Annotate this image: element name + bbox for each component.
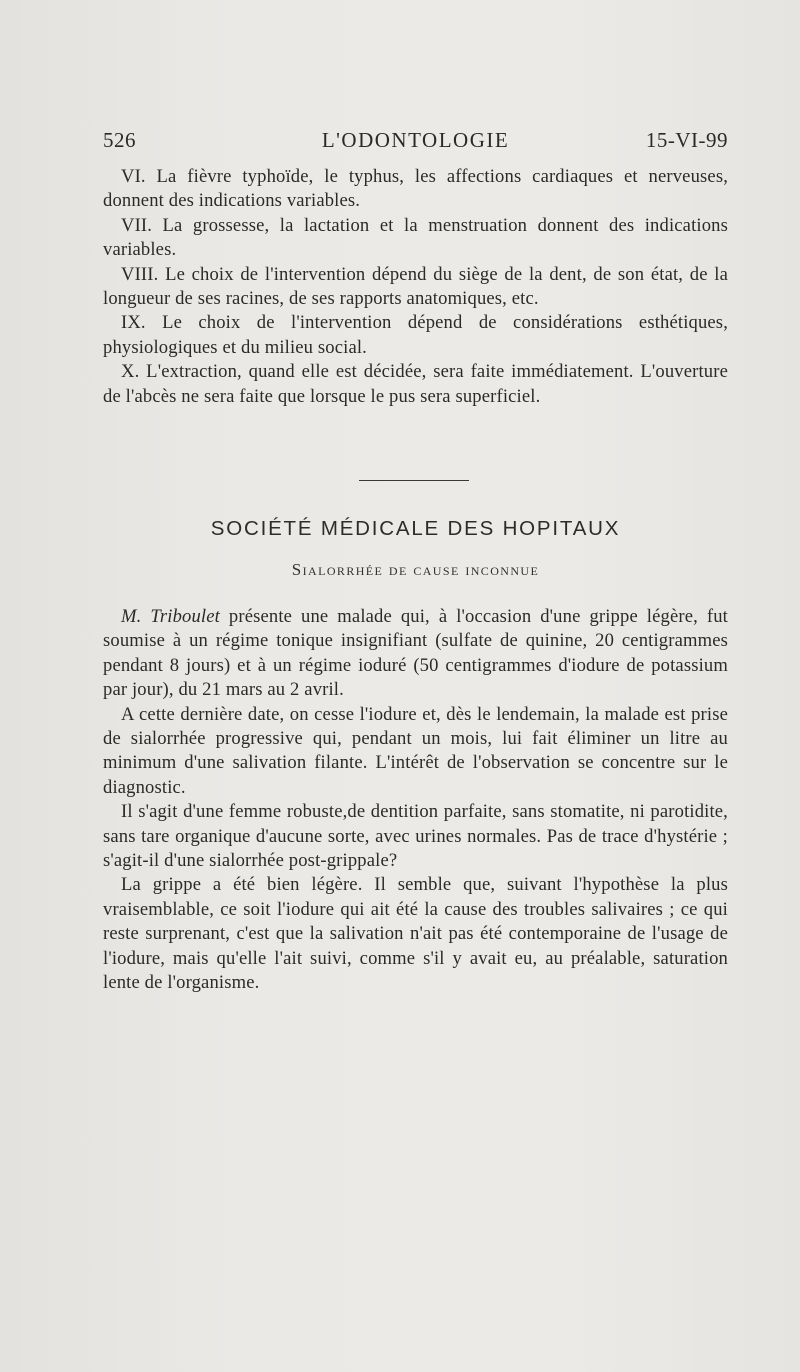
article-paragraph [103,605,728,703]
issue-date: 15-VI-99 [645,128,728,152]
conclusion-paragraph: VII. La grossesse, la lactation et la menstruation donnent des indications variables. [103,214,728,261]
speaker-name: M. Triboulet [121,606,220,627]
journal-title: L'ODONTOLOGIE [321,128,510,152]
article-body [103,605,728,996]
conclusion-paragraph: VI. La fièvre typhoïde, le typhus, les affections cardiaques et nerveuses, donnent des indications variables. [103,166,728,212]
paragraph-text: présente une malade qui, à l'occasion d'une grippe légère, fut soumise à un régime tonique insignifiant (sulfate de quinine, 20 centigrammes pendant 8 jours) et à un régime ioduré (50 centigrammes d'iodure de potassium par jour), du 21 mars au 2 avril. [103,606,728,701]
conclusion-paragraph: IX. Le choix de l'intervention dépend de considérations esthétiques, physiologiques et du milieu social. [103,312,728,358]
conclusion-paragraph: VIII. Le choix de l'intervention dépend du siège de la dent, de son état, de la longueur de ses racines, de ses rapports anatomiques, etc. [103,263,728,310]
article-paragraph: La grippe a été bien légère. Il semble que, suivant l'hypothèse la plus vraisemblable, ce soit l'iodure qui ait été la cause des troubles salivaires ; ce qui reste surprenant, c'est que la salivation n'ait pas été contemporaine de l'usage de l'iodure, mais qu'elle l'ait suivi, comme s'il y avait eu, au préalable, saturation lente de l'organisme. [103,874,728,994]
section-divider [359,480,469,481]
conclusion-paragraph: X. L'extraction, quand elle est décidée, sera faite immédiatement. L'ouverture de l'abcès ne sera faite que lorsque le pus sera superficiel. [103,361,728,407]
conclusions-list [103,165,728,409]
running-header [103,124,728,158]
section-subtitle: Sialorrhée de cause inconnue [291,560,540,579]
section-title: SOCIÉTÉ MÉDICALE DES HOPITAUX [210,517,621,540]
article-paragraph: A cette dernière date, on cesse l'iodure et, dès le lendemain, la malade est prise de sialorrhée progressive qui, pendant un mois, lui fait éliminer un litre au minimum d'une salivation filante. L'intérêt de l'observation se concentre sur le diagnostic. [103,703,728,798]
article-paragraph: Il s'agit d'une femme robuste,de dentition parfaite, sans stomatite, ni parotidite, sans tare organique d'aucune sorte, avec urines normales. Pas de trace d'hystérie ; s'agit-il d'une sialorrhée post-grippale? [103,801,728,872]
page-number: 526 [103,128,136,152]
